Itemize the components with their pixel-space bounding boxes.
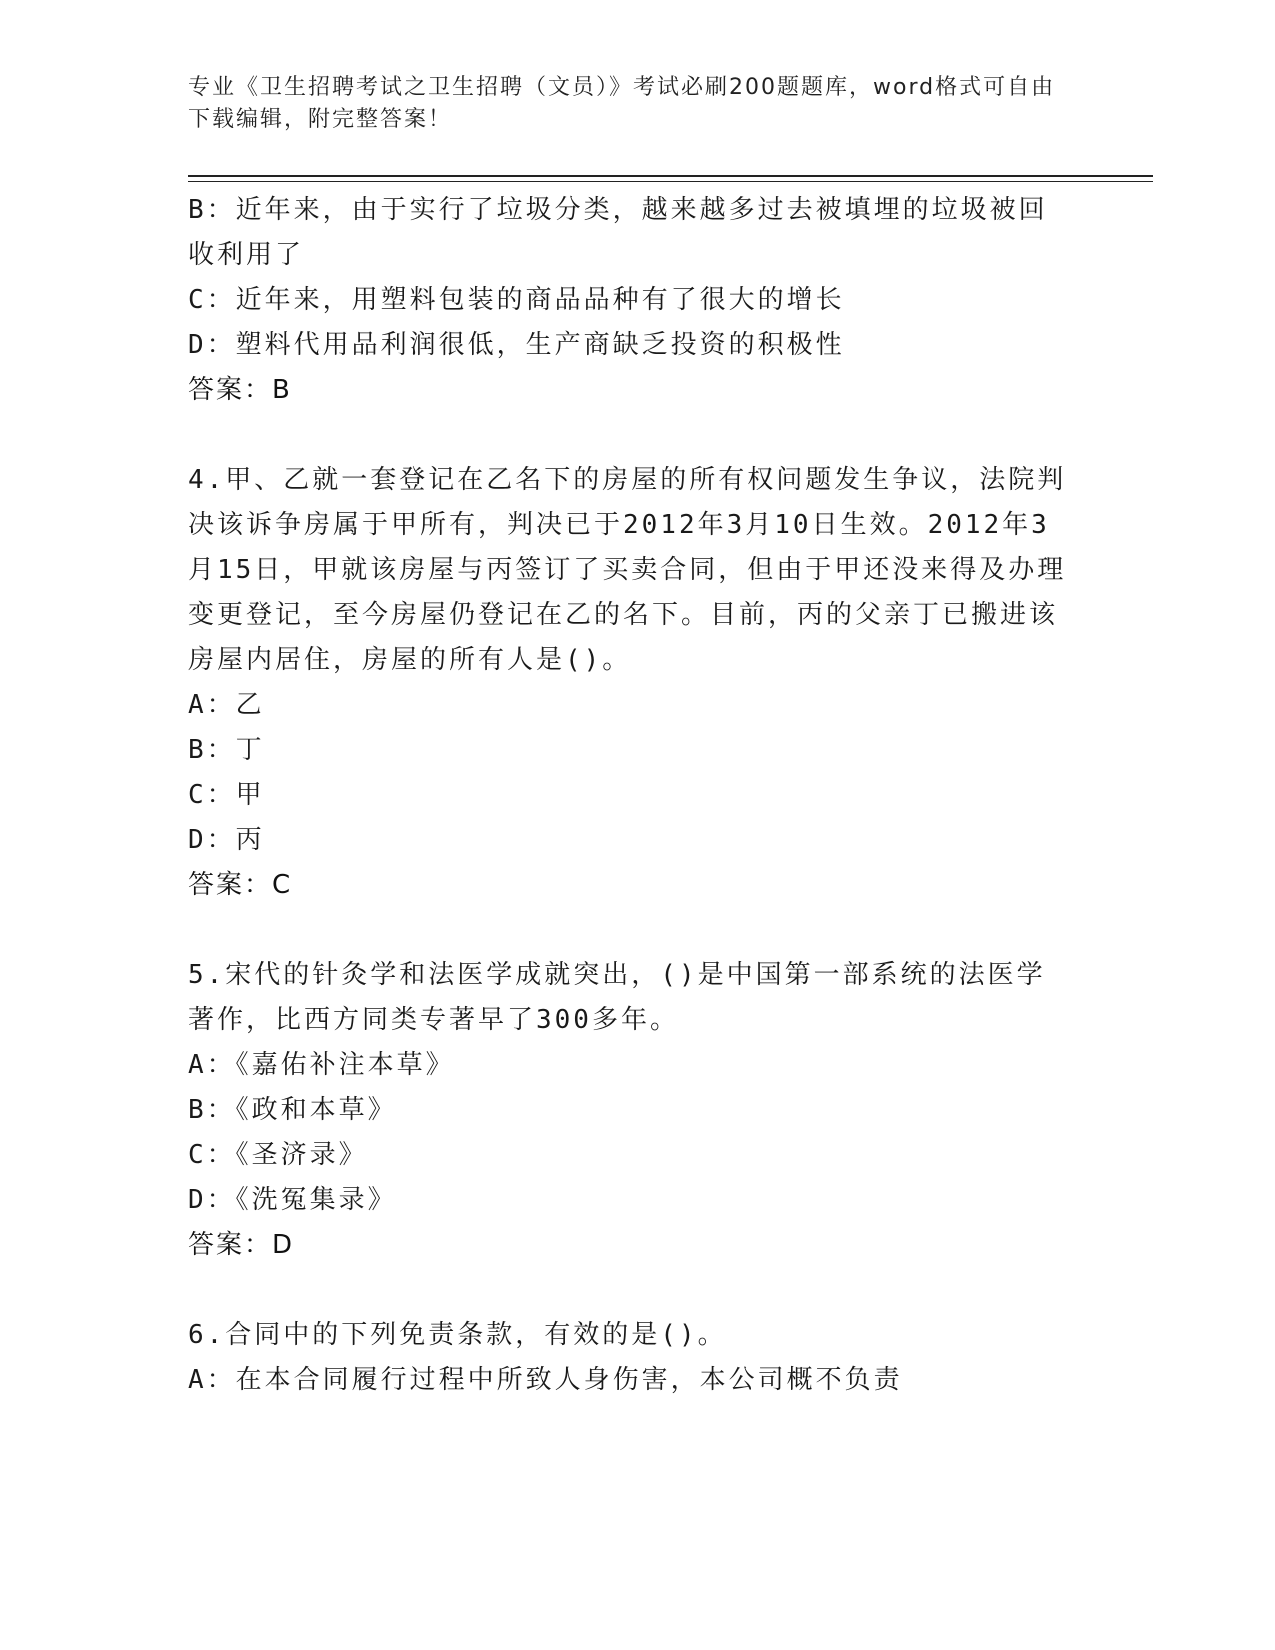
header-rule-thick [188,175,1153,177]
q5-option-b: B：《政和本草》 [188,1095,397,1125]
q5-option-a: A：《嘉佑补注本草》 [188,1050,455,1080]
q4-option-b: B：丁 [188,735,265,765]
q3-option-b: B：近年来，由于实行了垃圾分类，越来越多过去被填埋的垃圾被回收利用了 [188,195,1048,270]
q5-answer: 答案：D [188,1230,295,1260]
spacer [188,908,1068,953]
header-rule-thin [188,181,1153,182]
q5-question: 5.宋代的针灸学和法医学成就突出，()是中国第一部系统的法医学著作，比西方同类专著早了300多年。 [188,960,1046,1035]
q4-option-c: C：甲 [188,780,265,810]
spacer [188,413,1068,458]
question-6-block [188,1313,1068,1403]
question-content [188,188,1068,1403]
question-3-block [188,188,1068,413]
question-5-block [188,953,1068,1268]
q4-question: 4.甲、乙就一套登记在乙名下的房屋的所有权问题发生争议，法院判决该诉争房属于甲所有，判决已于2012年3月10日生效。2012年3月15日，甲就该房屋与丙签订了买卖合同，但由于甲还没来得及办理变更登记，至今房屋仍登记在乙的名下。目前，丙的父亲丁已搬进该房屋内居住，房屋的所有人是()。 [188,465,1067,675]
q3-option-d: D：塑料代用品利润很低，生产商缺乏投资的积极性 [188,330,845,360]
q3-option-c: C：近年来，用塑料包装的商品品种有了很大的增长 [188,285,845,315]
q4-answer: 答案：C [188,870,293,900]
document-header: 专业《卫生招聘考试之卫生招聘（文员）》考试必刷200题题库，word格式可自由下载编辑，附完整答案！ [188,75,1056,132]
q4-option-a: A：乙 [188,690,265,720]
q6-question: 6.合同中的下列免责条款，有效的是()。 [188,1320,727,1350]
q5-option-c: C：《圣济录》 [188,1140,368,1170]
q5-option-d: D：《洗冤集录》 [188,1185,397,1215]
q4-option-d: D：丙 [188,825,265,855]
spacer [188,1268,1068,1313]
q6-option-a: A：在本合同履行过程中所致人身伤害，本公司概不负责 [188,1365,903,1395]
q3-answer: 答案：B [188,375,292,405]
question-4-block [188,458,1068,908]
